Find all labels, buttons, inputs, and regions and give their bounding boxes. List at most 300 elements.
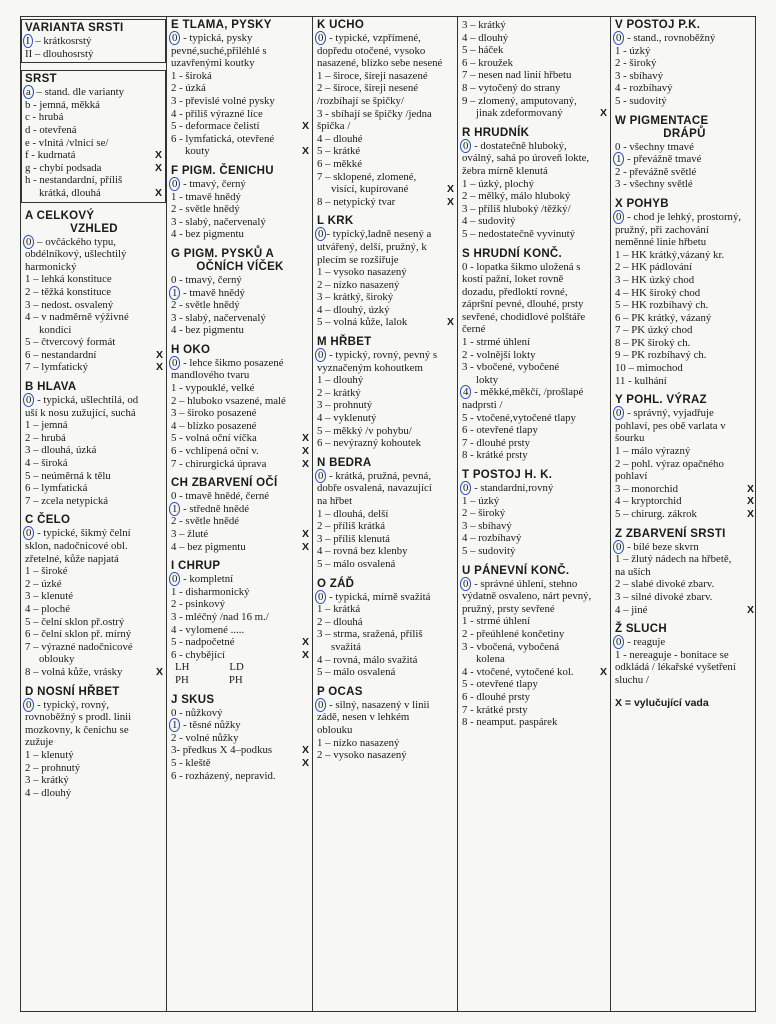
option-number: 2: [615, 578, 621, 591]
option-item[interactable]: [317, 145, 454, 158]
circled-option-number: 1: [613, 152, 624, 166]
option-text: – rovná, málo svažitá: [322, 653, 418, 666]
option-item[interactable]: [317, 387, 454, 400]
option-item[interactable]: [25, 482, 163, 495]
option-number: 4: [25, 311, 31, 324]
option-item[interactable]: [25, 324, 163, 337]
option-item[interactable]: [317, 533, 454, 546]
option-item[interactable]: [462, 19, 607, 32]
quadrant-label: LH: [175, 661, 190, 674]
option-item[interactable]: [25, 349, 163, 362]
option-number: 3: [615, 590, 621, 603]
option-item[interactable]: [317, 279, 454, 292]
option-text: - přeúhlené končetiny: [467, 627, 565, 640]
option-item[interactable]: [615, 312, 754, 325]
option-item[interactable]: [615, 274, 754, 287]
option-item[interactable]: [317, 291, 454, 304]
option-item[interactable]: [171, 611, 309, 624]
option-item[interactable]: [615, 95, 754, 108]
option-text: – čelní sklon př.ostrý: [30, 615, 125, 628]
option-item[interactable]: [462, 545, 607, 558]
option-item[interactable]: [171, 357, 309, 382]
option-item[interactable]: [25, 628, 163, 641]
option-item[interactable]: [462, 374, 607, 387]
option-item[interactable]: [317, 749, 454, 762]
option-item[interactable]: [171, 719, 309, 732]
option-number: 1: [462, 494, 468, 507]
option-item[interactable]: [171, 324, 309, 337]
option-item[interactable]: [171, 70, 309, 83]
option-item[interactable]: [615, 261, 754, 274]
option-item[interactable]: [462, 386, 607, 411]
option-item[interactable]: [462, 678, 607, 691]
option-item[interactable]: [615, 636, 754, 649]
option-number: g: [25, 161, 31, 174]
option-item[interactable]: [615, 249, 754, 262]
circled-option-number: 1: [169, 718, 180, 732]
option-item[interactable]: [25, 137, 162, 150]
option-item[interactable]: [462, 628, 607, 641]
option-item[interactable]: [615, 591, 754, 604]
option-number: 1: [615, 445, 621, 458]
section-title: [317, 457, 454, 470]
option-item[interactable]: [171, 203, 309, 216]
option-number: 2: [171, 394, 177, 407]
option-item[interactable]: [317, 108, 454, 133]
option-item[interactable]: [317, 470, 454, 508]
option-item[interactable]: [462, 361, 607, 374]
option-item[interactable]: [25, 311, 163, 324]
section-title-line: S HRUDNÍ KONČ.: [462, 247, 563, 260]
option-number: 3: [171, 610, 177, 623]
option-item[interactable]: [317, 304, 454, 317]
option-item[interactable]: [25, 787, 163, 800]
option-item[interactable]: [615, 287, 754, 300]
option-item[interactable]: [317, 437, 454, 450]
option-item[interactable]: [171, 573, 309, 586]
option-item[interactable]: [171, 515, 309, 528]
disqualifying-mark: X: [746, 495, 754, 508]
option-item[interactable]: [462, 653, 607, 666]
section-title-line: W PIGMENTACE: [615, 114, 709, 127]
circled-option-number: 0: [460, 139, 471, 153]
option-text: - vchlípená oční v.: [176, 445, 259, 458]
option-item[interactable]: [171, 145, 309, 158]
option-item[interactable]: [615, 649, 754, 687]
option-item[interactable]: [615, 445, 754, 458]
option-item[interactable]: [25, 565, 163, 578]
option-text: – dlouhé: [322, 132, 363, 145]
section-v: [615, 19, 754, 108]
option-item[interactable]: [171, 228, 309, 241]
option-item[interactable]: [25, 299, 163, 312]
section-title: [615, 528, 754, 541]
option-item[interactable]: [317, 266, 454, 279]
circled-option-number: 0: [169, 177, 180, 191]
option-item[interactable]: [25, 666, 163, 679]
option-item[interactable]: [462, 437, 607, 450]
option-item[interactable]: [171, 432, 309, 445]
option-item[interactable]: [317, 171, 454, 184]
option-item[interactable]: [462, 215, 607, 228]
option-item[interactable]: [317, 558, 454, 571]
option-text: – krátký, široký: [322, 291, 394, 304]
option-item[interactable]: [462, 228, 607, 241]
option-item[interactable]: [317, 133, 454, 146]
option-item[interactable]: [25, 419, 163, 432]
option-item[interactable]: [317, 666, 454, 679]
option-item[interactable]: [25, 48, 162, 61]
option-item[interactable]: [171, 458, 309, 471]
section-title: [317, 578, 454, 591]
option-item[interactable]: [25, 394, 163, 419]
option-number: 0: [462, 260, 468, 273]
option-item[interactable]: [171, 312, 309, 325]
option-item[interactable]: [317, 508, 454, 521]
option-item[interactable]: [25, 432, 163, 445]
option-item[interactable]: [25, 641, 163, 654]
option-text: – krátká: [322, 603, 361, 616]
option-item[interactable]: [171, 32, 309, 70]
option-text: – HK široký chod: [620, 286, 701, 299]
option-text: – netypický tvar: [322, 195, 396, 208]
option-text: - jemná, měkká: [30, 98, 100, 111]
option-item[interactable]: [317, 654, 454, 667]
option-number: 4: [25, 786, 31, 799]
option-item[interactable]: [462, 32, 607, 45]
option-number: 6: [171, 648, 177, 661]
option-item[interactable]: [317, 70, 454, 83]
section-title-line: B HLAVA: [25, 381, 77, 394]
option-item[interactable]: [25, 86, 162, 99]
option-item[interactable]: [615, 362, 754, 375]
option-item[interactable]: [317, 628, 454, 641]
option-item[interactable]: [462, 95, 607, 108]
option-item[interactable]: [25, 286, 163, 299]
option-item[interactable]: [171, 95, 309, 108]
option-item[interactable]: [171, 133, 309, 146]
option-item[interactable]: [25, 174, 162, 187]
option-item[interactable]: [171, 382, 309, 395]
option-item[interactable]: [615, 604, 754, 617]
option-item[interactable]: [317, 545, 454, 558]
section-title-line: Z ZBARVENÍ SRSTI: [615, 527, 726, 540]
option-item[interactable]: [462, 203, 607, 216]
option-item[interactable]: [615, 541, 754, 554]
option-item[interactable]: [462, 336, 607, 349]
option-item[interactable]: [615, 178, 754, 191]
option-item[interactable]: [25, 273, 163, 286]
option-item[interactable]: [25, 590, 163, 603]
option-item[interactable]: [171, 407, 309, 420]
option-item[interactable]: [462, 666, 607, 679]
option-number: 2: [317, 278, 323, 291]
option-item[interactable]: [317, 520, 454, 533]
section-title-line: K UCHO: [317, 19, 365, 31]
option-item[interactable]: [615, 337, 754, 350]
option-item[interactable]: [462, 412, 607, 425]
option-item[interactable]: [25, 162, 162, 175]
option-text: – bez pigmentu: [176, 540, 246, 553]
option-item[interactable]: [171, 178, 309, 191]
option-item[interactable]: [25, 361, 163, 374]
option-item[interactable]: [615, 324, 754, 337]
section-t: [462, 469, 607, 558]
option-item[interactable]: [615, 153, 754, 166]
option-item[interactable]: [25, 99, 162, 112]
option-item[interactable]: [462, 578, 607, 616]
option-item[interactable]: [25, 699, 163, 749]
option-text: – měkké: [322, 157, 362, 170]
option-item[interactable]: [25, 578, 163, 591]
option-item[interactable]: [615, 553, 754, 578]
disqualifying-mark: X: [746, 482, 754, 495]
option-item[interactable]: [615, 299, 754, 312]
option-item[interactable]: [171, 490, 309, 503]
option-item[interactable]: [171, 287, 309, 300]
option-item[interactable]: [171, 420, 309, 433]
option-item[interactable]: [25, 236, 163, 274]
option-text: – dlouhá: [322, 615, 363, 628]
option-item[interactable]: [171, 649, 309, 662]
option-item[interactable]: [462, 178, 607, 191]
section-a: [25, 210, 163, 375]
option-item[interactable]: [615, 211, 754, 249]
option-item[interactable]: [317, 591, 454, 604]
option-item[interactable]: [462, 140, 607, 178]
option-text: – kroužek: [467, 56, 513, 69]
option-item[interactable]: [615, 349, 754, 362]
section-b: [25, 381, 163, 507]
option-item[interactable]: [317, 425, 454, 438]
option-item[interactable]: [171, 598, 309, 611]
option-item[interactable]: [25, 444, 163, 457]
option-item[interactable]: [317, 183, 454, 196]
option-item[interactable]: [462, 107, 607, 120]
disqualifying-mark: X: [301, 457, 309, 470]
option-text: – lymfatický: [30, 361, 88, 374]
option-item[interactable]: [171, 120, 309, 133]
option-number: 3: [171, 744, 177, 757]
option-number: 3: [25, 298, 31, 311]
option-item[interactable]: [317, 32, 454, 70]
option-item[interactable]: [171, 744, 309, 757]
option-item[interactable]: [25, 35, 162, 48]
option-number: 4: [317, 653, 323, 666]
option-item[interactable]: [171, 108, 309, 121]
option-item[interactable]: [615, 57, 754, 70]
section-title: [462, 248, 607, 261]
option-item[interactable]: [317, 399, 454, 412]
option-item[interactable]: [615, 82, 754, 95]
option-number: 2: [462, 348, 468, 361]
option-number: 3: [317, 291, 323, 304]
option-item[interactable]: [462, 424, 607, 437]
option-number: 3: [615, 273, 621, 286]
option-text: kolena: [476, 653, 505, 666]
section-w: [615, 115, 754, 191]
option-item[interactable]: [615, 483, 754, 496]
option-item[interactable]: [171, 191, 309, 204]
option-item[interactable]: [171, 757, 309, 770]
option-number: 5: [462, 44, 468, 57]
option-text: – dlouhý: [467, 31, 509, 44]
option-item[interactable]: [171, 299, 309, 312]
option-item[interactable]: [615, 495, 754, 508]
option-item[interactable]: [462, 507, 607, 520]
option-item[interactable]: [462, 190, 607, 203]
option-number: 4: [317, 132, 323, 145]
option-item[interactable]: [317, 412, 454, 425]
option-text: - typická, mírně svažitá: [326, 590, 431, 603]
option-text: - psinkový: [176, 598, 225, 611]
option-item[interactable]: [462, 44, 607, 57]
disqualifying-mark: X: [301, 120, 309, 133]
option-item[interactable]: [462, 704, 607, 717]
option-item[interactable]: [25, 457, 163, 470]
option-item[interactable]: [462, 495, 607, 508]
section-title-line: J SKUS: [171, 693, 215, 706]
option-number: 3: [615, 178, 621, 191]
option-item[interactable]: [25, 749, 163, 762]
option-item[interactable]: [462, 82, 607, 95]
option-item[interactable]: [462, 57, 607, 70]
option-number: 1: [171, 69, 177, 82]
option-item[interactable]: [462, 691, 607, 704]
disqualifying-mark: X: [301, 528, 309, 540]
option-item[interactable]: [171, 395, 309, 408]
circled-option-number: 0: [23, 235, 34, 249]
option-text: - standardní,rovný: [471, 482, 554, 494]
option-item[interactable]: [317, 603, 454, 616]
option-item[interactable]: [462, 641, 607, 654]
option-item[interactable]: [171, 732, 309, 745]
option-number: 5: [462, 411, 468, 424]
option-item[interactable]: [171, 624, 309, 637]
disqualifying-mark: X: [301, 540, 309, 553]
option-item[interactable]: [171, 445, 309, 458]
option-item[interactable]: [171, 528, 309, 541]
option-item[interactable]: [462, 615, 607, 628]
circled-option-number: 0: [23, 698, 34, 712]
option-item[interactable]: [317, 616, 454, 629]
option-item[interactable]: [171, 707, 309, 720]
option-item[interactable]: [171, 586, 309, 599]
option-number: 3: [317, 628, 323, 641]
option-item[interactable]: [317, 228, 454, 266]
option-item[interactable]: [317, 316, 454, 329]
section-title-line: H OKO: [171, 343, 211, 356]
option-item[interactable]: [615, 166, 754, 179]
option-item[interactable]: [171, 216, 309, 229]
option-item[interactable]: [615, 70, 754, 83]
option-item[interactable]: [615, 32, 754, 45]
option-item[interactable]: [317, 82, 454, 107]
option-item[interactable]: [462, 482, 607, 495]
option-item[interactable]: [171, 503, 309, 516]
option-number: 4: [615, 286, 621, 299]
option-item[interactable]: [615, 407, 754, 445]
option-item[interactable]: [171, 274, 309, 287]
option-text: kondici: [39, 323, 72, 336]
option-item[interactable]: [615, 458, 754, 483]
section-title: [462, 127, 607, 140]
option-text: - typický,ladně nesený a utvářený, delší, pružný, k plecím se rozšiřuje: [317, 228, 432, 266]
option-text: – nízko nasazený: [322, 736, 400, 749]
option-item[interactable]: [317, 374, 454, 387]
option-item[interactable]: [25, 336, 163, 349]
option-text: – PK krátký, vázaný: [620, 311, 712, 324]
circled-option-number: 1: [169, 286, 180, 300]
option-item[interactable]: [317, 158, 454, 171]
option-item[interactable]: [462, 69, 607, 82]
option-item[interactable]: [615, 578, 754, 591]
option-item[interactable]: [25, 774, 163, 787]
option-number: 3: [615, 69, 621, 82]
option-item[interactable]: [171, 541, 309, 554]
option-item[interactable]: [25, 603, 163, 616]
option-item[interactable]: [25, 616, 163, 629]
option-text: – HK rozbíhavý ch.: [620, 299, 709, 312]
option-item[interactable]: [462, 532, 607, 545]
option-text: - vbočené, vybočené: [467, 361, 560, 374]
option-item[interactable]: [25, 653, 163, 666]
option-item[interactable]: [25, 762, 163, 775]
option-number: 7: [462, 69, 468, 82]
option-item[interactable]: [462, 349, 607, 362]
option-number: 9: [615, 349, 621, 362]
option-item[interactable]: [615, 375, 754, 388]
option-text: - silný, nasazený v linii zádě, nesen v lehkém oblouku: [317, 698, 430, 736]
option-item[interactable]: [25, 495, 163, 508]
option-item[interactable]: [317, 699, 454, 737]
option-item[interactable]: [462, 520, 607, 533]
option-number: 10: [615, 362, 626, 375]
option-item[interactable]: [462, 449, 607, 462]
option-number: 1: [317, 603, 323, 616]
option-text: – PK široký ch.: [620, 336, 691, 349]
option-text: – nízko nasazený: [322, 278, 400, 291]
option-item[interactable]: [317, 641, 454, 654]
option-number: 4: [462, 665, 468, 678]
disqualifying-mark: X: [155, 361, 163, 374]
option-number: 3: [25, 590, 31, 603]
option-item[interactable]: [615, 508, 754, 521]
option-item[interactable]: [615, 45, 754, 58]
option-item[interactable]: [462, 261, 607, 337]
option-item[interactable]: [25, 470, 163, 483]
disqualifying-mark: X: [746, 603, 754, 616]
option-item[interactable]: [25, 124, 162, 137]
option-item[interactable]: [317, 349, 454, 374]
option-number: 2: [171, 515, 177, 528]
option-item[interactable]: [25, 187, 162, 200]
option-number: 7: [462, 703, 468, 716]
option-text: – nesen nad linií hřbetu: [467, 69, 572, 82]
option-item[interactable]: [615, 141, 754, 154]
option-item[interactable]: [171, 636, 309, 649]
column-1: [21, 17, 167, 1011]
option-item[interactable]: [171, 82, 309, 95]
option-item[interactable]: [25, 149, 162, 162]
option-item[interactable]: [462, 716, 607, 729]
option-item[interactable]: [25, 111, 162, 124]
option-item[interactable]: [25, 527, 163, 565]
option-item[interactable]: [317, 737, 454, 750]
option-text: - tmavý, černý: [176, 273, 242, 286]
option-item[interactable]: [171, 770, 309, 783]
option-item[interactable]: [317, 196, 454, 209]
